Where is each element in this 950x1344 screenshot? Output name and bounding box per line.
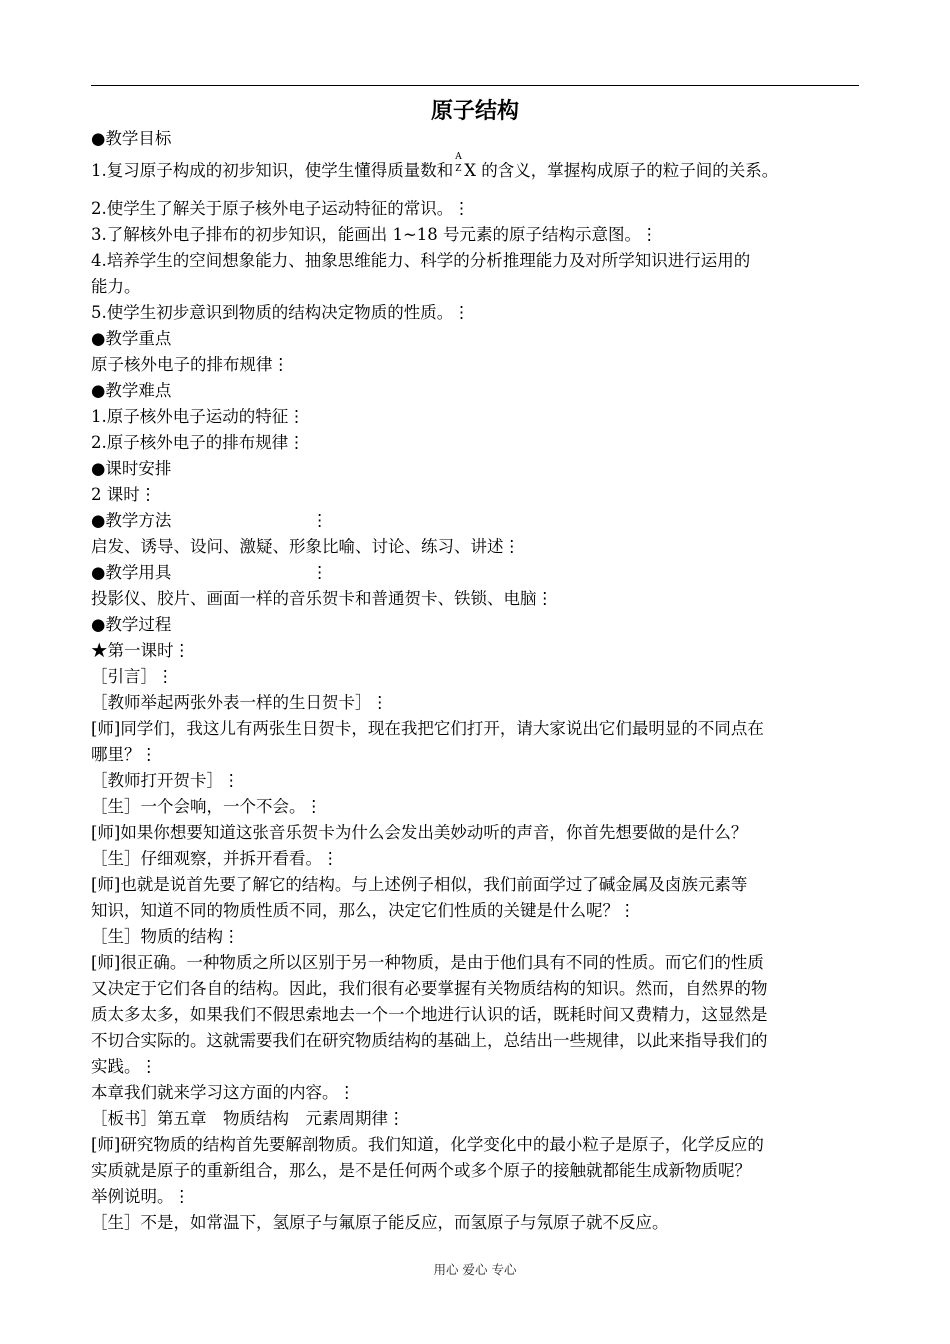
heading-key-points: ●教学重点 bbox=[91, 329, 172, 348]
dialogue-line: [师]也就是说首先要了解它的结构。与上述例子相似，我们前面学过了碱金属及卤族元素等 bbox=[91, 875, 748, 894]
tools-text: 投影仪、胶片、画面一样的音乐贺卡和普通贺卡、铁锁、电脑⋮ bbox=[91, 589, 553, 608]
dialogue-line: 哪里？⋮ bbox=[91, 745, 157, 764]
goal-1 bbox=[91, 152, 861, 189]
heading-schedule: ●课时安排 bbox=[91, 459, 172, 478]
tools-mark: ⋮ bbox=[311, 563, 328, 582]
heading-methods bbox=[91, 508, 861, 534]
heading-process: ●教学过程 bbox=[91, 615, 172, 634]
goal-4: 4.培养学生的空间想象能力、抽象思维能力、科学的分析推理能力及对所学知识进行运用的 bbox=[91, 251, 751, 270]
methods-text: 启发、诱导、设问、激疑、形象比喻、讨论、练习、讲述⋮ bbox=[91, 537, 520, 556]
dialogue-line: 又决定于它们各自的结构。因此，我们很有必要掌握有关物质结构的知识。然而，自然界的物 bbox=[91, 979, 768, 998]
goal-4-cont: 能力。 bbox=[91, 277, 141, 296]
dialogue-line: 本章我们就来学习这方面的内容。⋮ bbox=[91, 1083, 355, 1102]
first-lesson: ★第一课时⋮ bbox=[91, 641, 190, 660]
dialogue-line: 不切合实际的。这就需要我们在研究物质结构的基础上，总结出一些规律，以此来指导我们的 bbox=[91, 1031, 768, 1050]
header-rule bbox=[91, 85, 859, 86]
dialogue-line: ［生］仔细观察，并拆开看看。⋮ bbox=[91, 849, 339, 868]
dialogue-line: 知识，知道不同的物质性质不同，那么，决定它们性质的关键是什么呢？⋮ bbox=[91, 901, 636, 920]
dialogue-line: [师]如果你想要知道这张音乐贺卡为什么会发出美妙动听的声音，你首先想要做的是什么？ bbox=[91, 823, 748, 842]
goal-3: 3.了解核外电子排布的初步知识，能画出 1~18 号元素的原子结构示意图。⋮ bbox=[91, 225, 658, 244]
dialogue-line: ［生］不是，如常温下，氢原子与氟原子能反应，而氢原子与氖原子就不反应。 bbox=[91, 1213, 669, 1232]
goal-1-text-after: X 的含义，掌握构成原子的粒子间的关系。 bbox=[464, 161, 779, 180]
goal-2: 2.使学生了解关于原子核外电子运动特征的常识。⋮ bbox=[91, 199, 470, 218]
dialogue-line: [师]同学们，我这儿有两张生日贺卡，现在我把它们打开，请大家说出它们最明显的不同点在 bbox=[91, 719, 764, 738]
dialogue-line: 实质就是原子的重新组合，那么，是不是任何两个或多个原子的接触就都能生成新物质呢？ bbox=[91, 1161, 751, 1180]
dialogue-line: 实践。⋮ bbox=[91, 1057, 157, 1076]
dialogue-line: 质太多太多，如果我们不假思索地去一个一个地进行认识的话，既耗时间又费精力，这显然是 bbox=[91, 1005, 768, 1024]
methods-mark: ⋮ bbox=[311, 511, 328, 530]
difficulty-1: 1.原子核外电子运动的特征⋮ bbox=[91, 407, 305, 426]
goal-5: 5.使学生初步意识到物质的结构决定物质的性质。⋮ bbox=[91, 303, 470, 322]
heading-difficulties: ●教学难点 bbox=[91, 381, 172, 400]
blackboard-line: ［板书］第五章 物质结构 元素周期律⋮ bbox=[91, 1109, 405, 1128]
difficulty-2: 2.原子核外电子的排布规律⋮ bbox=[91, 433, 305, 452]
dialogue-line: ［教师打开贺卡］⋮ bbox=[91, 771, 240, 790]
goal-1-text-before: 1.复习原子构成的初步知识，使学生懂得质量数和 bbox=[91, 161, 454, 180]
key-point-text: 原子核外电子的排布规律⋮ bbox=[91, 355, 289, 374]
intro-tag: ［引言］⋮ bbox=[91, 667, 174, 686]
mass-number-label: A bbox=[455, 152, 462, 162]
tools-heading-text: ●教学用具 bbox=[91, 563, 172, 582]
dialogue-line: [师]研究物质的结构首先要解剖物质。我们知道，化学变化中的最小粒子是原子，化学反应的 bbox=[91, 1135, 764, 1154]
dialogue-line: [师]很正确。一种物质之所以区别于另一种物质，是由于他们具有不同的性质。而它们的性质 bbox=[91, 953, 764, 972]
document-title: 原子结构 bbox=[430, 99, 519, 124]
page-footer: 用心 爱心 专心 bbox=[433, 1262, 517, 1277]
document-body bbox=[91, 126, 861, 1236]
methods-heading-text: ●教学方法 bbox=[91, 511, 172, 530]
dialogue-line: 举例说明。⋮ bbox=[91, 1187, 190, 1206]
atomic-number-label: Z bbox=[455, 164, 462, 174]
dialogue-line: ［生］一个会响，一个不会。⋮ bbox=[91, 797, 322, 816]
dialogue-line: ［生］物质的结构⋮ bbox=[91, 927, 240, 946]
schedule-text: 2 课时⋮ bbox=[91, 485, 157, 504]
dialogue-line: ［教师举起两张外表一样的生日贺卡］⋮ bbox=[91, 693, 388, 712]
heading-tools bbox=[91, 560, 861, 586]
heading-teaching-goals: ●教学目标 bbox=[91, 129, 172, 148]
nuclide-symbol bbox=[453, 152, 464, 176]
